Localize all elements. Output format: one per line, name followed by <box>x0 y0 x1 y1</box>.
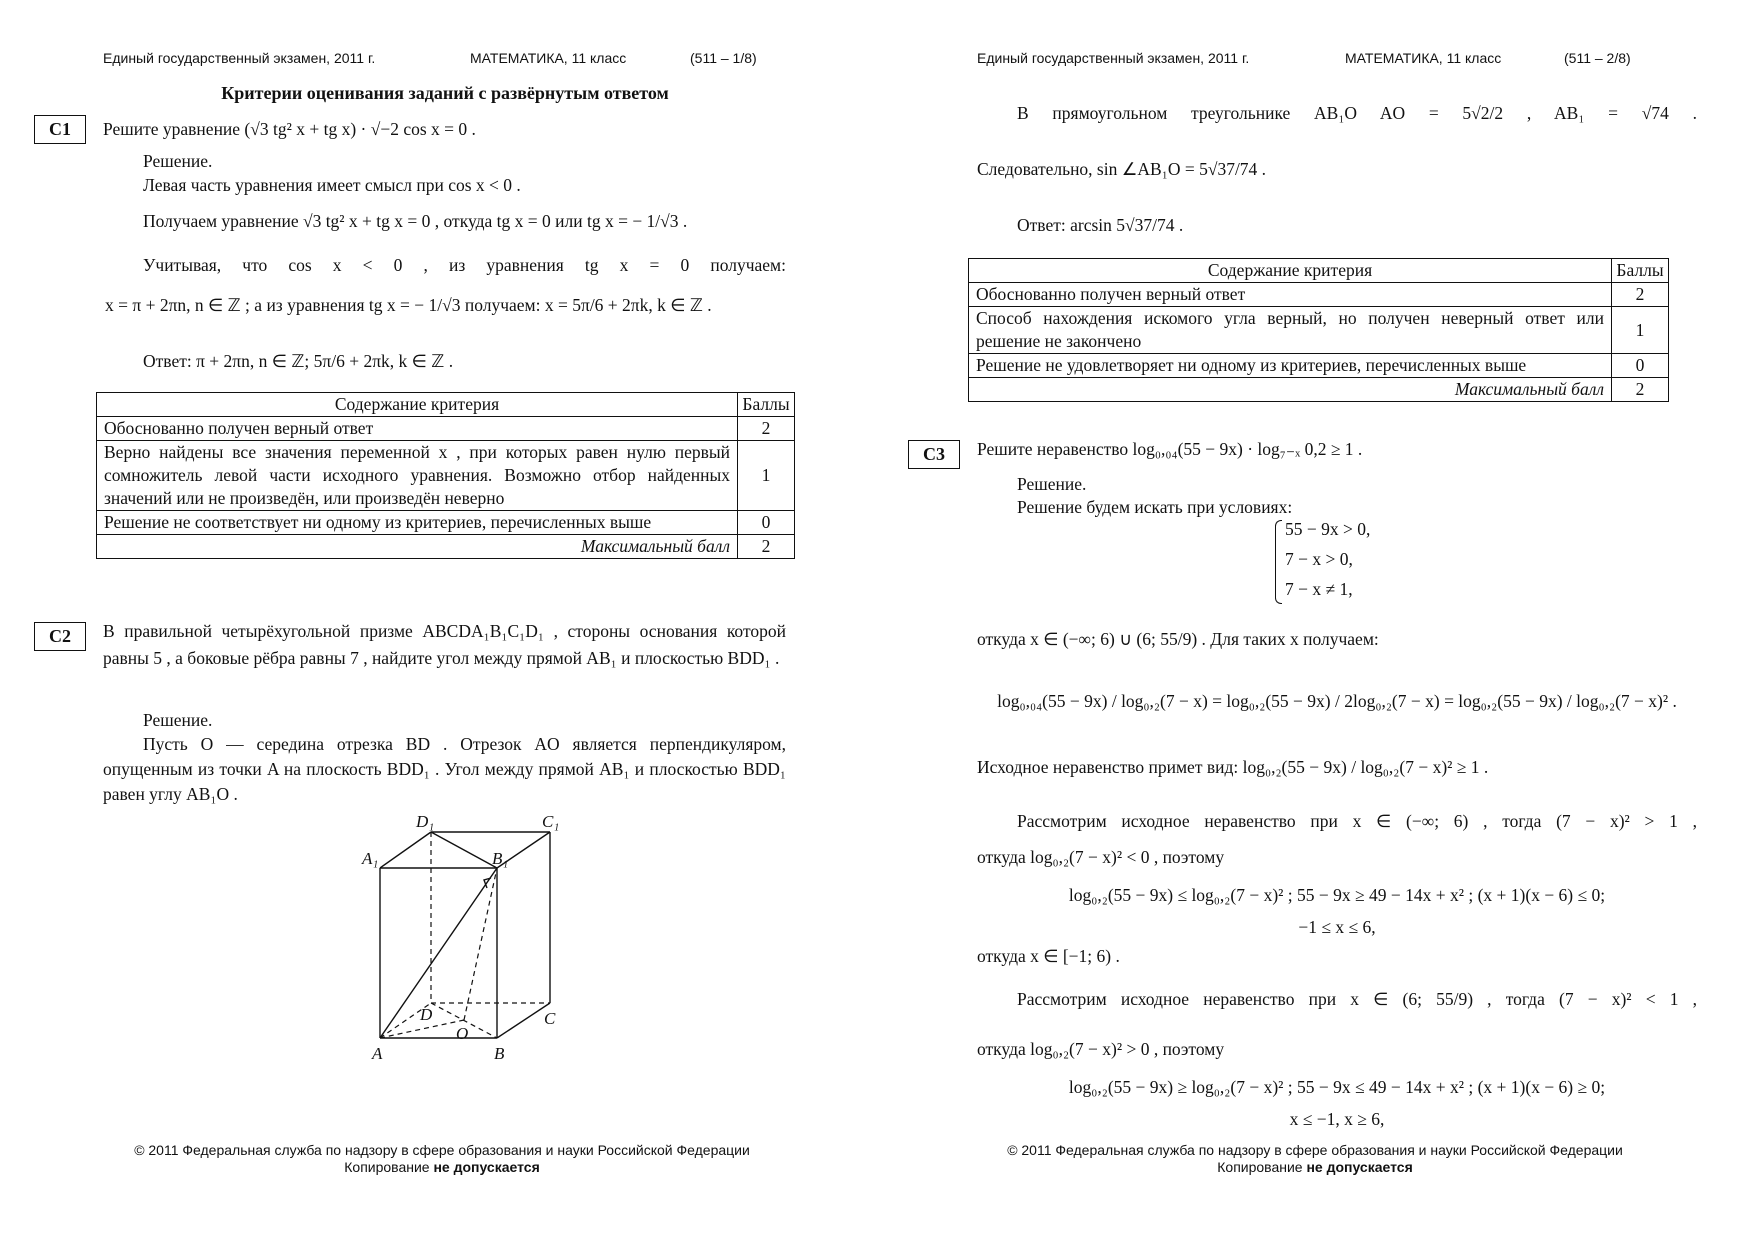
c3-case2-d: x ≤ −1, x ≥ 6, <box>1289 1109 1385 1129</box>
label-d1: D₁ <box>416 812 435 831</box>
c2-task: В правильной четырёхугольной призме ABCDA₁B₁C₁D₁ , стороны основания которой равны 5 , а боковые рёбра равны 7 , найдите угол между прямой AB₁ и плоскостью BDD₁ . <box>103 621 786 668</box>
header-right: (511 – 2/8) <box>1564 50 1631 66</box>
footer <box>935 1142 1695 1176</box>
table-max-row <box>969 378 1669 402</box>
table-row <box>969 354 1669 378</box>
criterion-points: 2 <box>738 417 795 441</box>
c2-cont-line2: Следовательно, sin ∠AB₁O = 5√37/74 . <box>977 159 1267 179</box>
criteria-table-c1 <box>96 392 795 559</box>
max-points: 2 <box>738 535 795 559</box>
table-row <box>969 283 1669 307</box>
label-c1: C₁ <box>542 812 560 831</box>
footer-copy-notice <box>62 1159 822 1176</box>
c2-cont-line1: В прямоугольном треугольнике AB₁O AO = 5√2/2 , AB₁ = √74 . <box>1017 103 1697 123</box>
criterion-text: Обоснованно получен верный ответ <box>97 417 738 441</box>
header-left: Единый государственный экзамен, 2011 г. <box>977 50 1250 66</box>
prism-figure <box>360 808 580 1068</box>
c1-line1: Левая часть уравнения имеет смысл при cos x < 0 . <box>143 175 521 195</box>
criterion-points: 0 <box>738 511 795 535</box>
criterion-points: 1 <box>1612 307 1669 354</box>
header-criteria: Содержание критерия <box>97 393 738 417</box>
page-2 <box>873 0 1747 1239</box>
criterion-points: 0 <box>1612 354 1669 378</box>
criterion-text: Решение не удовлетворяет ни одному из критериев, перечисленных выше <box>969 354 1612 378</box>
header-criteria: Содержание критерия <box>969 259 1612 283</box>
c3-tag: C3 <box>908 440 960 469</box>
table-row <box>97 441 795 511</box>
page-1 <box>0 0 873 1239</box>
c3-solution-label: Решение. <box>1017 474 1087 494</box>
c2-cont-answer: Ответ: arcsin 5√37/74 . <box>1017 215 1184 235</box>
footer-copy-prefix: Копирование <box>344 1159 430 1175</box>
footer-copyright: © 2011 Федеральная служба по надзору в сфере образования и науки Российской Федерации <box>134 1142 750 1158</box>
c3-case1-b: откуда log₀,₂(7 − x)² < 0 , поэтому <box>977 847 1225 867</box>
condition-1: 55 − 9x > 0, <box>1285 519 1371 539</box>
c1-line2: Получаем уравнение √3 tg² x + tg x = 0 , откуда tg x = 0 или tg x = − 1/√3 . <box>143 211 688 231</box>
c1-task: Решите уравнение (√3 tg² x + tg x) · √−2 cos x = 0 . <box>103 119 476 139</box>
table-header-row <box>969 259 1669 283</box>
c3-transform: log₀,₀₄(55 − 9x) / log₀,₂(7 − x) = log₀,₂(55 − 9x) / 2log₀,₂(7 − x) = log₀,₂(55 − 9x) / log₀,₂(7 − x)² . <box>997 691 1677 711</box>
header-center: МАТЕМАТИКА, 11 класс <box>1345 50 1502 66</box>
table-row <box>969 307 1669 354</box>
c3-case2: Рассмотрим исходное неравенство при x ∈ (6; 55/9) , тогда (7 − x)² < 1 , <box>1017 989 1697 1009</box>
c2-solution-text: Пусть O — середина отрезка BD . Отрезок AO является перпендикуляром, опущенным из точки A на плоскость BDD₁ . Угол между прямой AB₁ и плоскостью BDD₁ равен углу AB₁O . <box>103 734 786 804</box>
criterion-text: Верно найдены все значения переменной x , при которых равен нулю первый сомножитель левой части исходного уравнения. Возможно отбор найденных значений или не произведён, или произведён неверно <box>97 441 738 511</box>
label-b1: B₁ <box>492 849 509 868</box>
label-a: A <box>372 1044 383 1063</box>
table-max-row <box>97 535 795 559</box>
c3-case1-e: откуда x ∈ [−1; 6) . <box>977 946 1120 966</box>
c1-solution-label: Решение. <box>143 151 213 171</box>
c3-new-form: Исходное неравенство примет вид: log₀,₂(55 − 9x) / log₀,₂(7 − x)² ≥ 1 . <box>977 757 1489 777</box>
c3-task: Решите неравенство log₀,₀₄(55 − 9x) · log₇₋ₓ 0,2 ≥ 1 . <box>977 439 1363 459</box>
criterion-text: Обоснованно получен верный ответ <box>969 283 1612 307</box>
max-points: 2 <box>1612 378 1669 402</box>
condition-3: 7 − x ≠ 1, <box>1285 579 1353 599</box>
criterion-text: Решение не соответствует ни одному из критериев, перечисленных выше <box>97 511 738 535</box>
c3-case1: Рассмотрим исходное неравенство при x ∈ (−∞; 6) , тогда (7 − x)² > 1 , <box>1017 811 1697 831</box>
system-brace <box>1275 520 1282 604</box>
footer-copy-bold: не допускается <box>433 1159 540 1175</box>
table-row <box>97 511 795 535</box>
c3-case2-c: log₀,₂(55 − 9x) ≥ log₀,₂(7 − x)² ; 55 − 9x ≤ 49 − 14x + x² ; (x + 1)(x − 6) ≥ 0; <box>1068 1077 1606 1097</box>
header-points: Баллы <box>1612 259 1669 283</box>
c3-domain: откуда x ∈ (−∞; 6) ∪ (6; 55/9) . Для таких x получаем: <box>977 629 1379 649</box>
max-label: Максимальный балл <box>97 535 738 559</box>
footer-copy-prefix: Копирование <box>1217 1159 1303 1175</box>
c1-line3: Учитывая, что cos x < 0 , из уравнения tg x = 0 получаем: <box>143 255 786 275</box>
header-right: (511 – 1/8) <box>690 50 757 66</box>
c1-answer: Ответ: π + 2πn, n ∈ ℤ; 5π/6 + 2πk, k ∈ ℤ . <box>143 351 454 371</box>
c3-conditions-intro: Решение будем искать при условиях: <box>1017 497 1293 517</box>
label-a1: A₁ <box>362 849 379 868</box>
criterion-text: Способ нахождения искомого угла верный, но получен неверный ответ или решение не закончено <box>969 307 1612 354</box>
header-center: МАТЕМАТИКА, 11 класс <box>470 50 627 66</box>
header-left: Единый государственный экзамен, 2011 г. <box>103 50 376 66</box>
footer-copyright: © 2011 Федеральная служба по надзору в сфере образования и науки Российской Федерации <box>1007 1142 1623 1158</box>
footer-copy-bold: не допускается <box>1306 1159 1413 1175</box>
c2-tag: C2 <box>34 622 86 651</box>
table-row <box>97 417 795 441</box>
criterion-points: 1 <box>738 441 795 511</box>
criteria-table-c2 <box>968 258 1669 402</box>
criterion-points: 2 <box>1612 283 1669 307</box>
c2-solution-label: Решение. <box>143 710 213 730</box>
condition-2: 7 − x > 0, <box>1285 549 1353 569</box>
c3-case1-c: log₀,₂(55 − 9x) ≤ log₀,₂(7 − x)² ; 55 − 9x ≥ 49 − 14x + x² ; (x + 1)(x − 6) ≤ 0; <box>1068 885 1606 905</box>
table-header-row <box>97 393 795 417</box>
label-d: D <box>420 1005 433 1024</box>
c3-case1-d: −1 ≤ x ≤ 6, <box>1298 917 1376 937</box>
header-points: Баллы <box>738 393 795 417</box>
page-title: Критерии оценивания заданий с развёрнутым ответом <box>221 83 669 103</box>
label-b: B <box>494 1044 505 1063</box>
max-label: Максимальный балл <box>969 378 1612 402</box>
c1-line4: x = π + 2πn, n ∈ ℤ ; а из уравнения tg x = − 1/√3 получаем: x = 5π/6 + 2πk, k ∈ ℤ . <box>105 295 712 315</box>
c1-tag: C1 <box>34 115 86 144</box>
c3-case2-b: откуда log₀,₂(7 − x)² > 0 , поэтому <box>977 1039 1225 1059</box>
footer-copy-notice <box>935 1159 1695 1176</box>
footer <box>62 1142 822 1176</box>
label-c: C <box>544 1009 556 1028</box>
label-o: O <box>456 1024 469 1043</box>
